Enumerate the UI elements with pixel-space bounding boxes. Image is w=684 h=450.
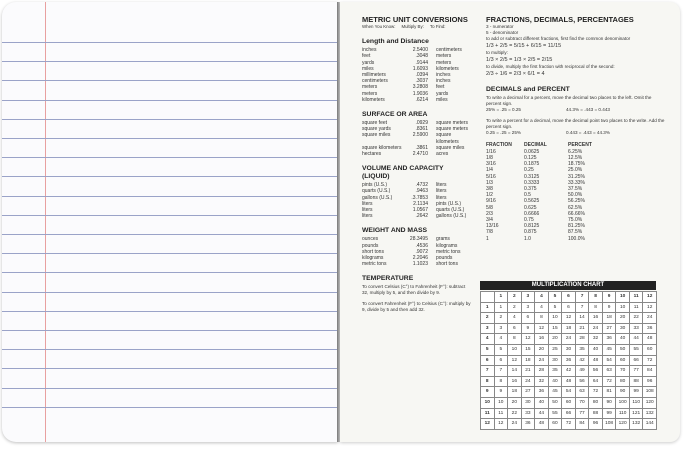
mult-cell: 8: [481, 377, 495, 388]
mult-cell: 48: [643, 334, 657, 345]
mult-cell: 9: [603, 292, 617, 303]
mult-cell: 4: [495, 334, 509, 345]
rule-line: [2, 42, 338, 43]
mult-cell: 64: [589, 377, 603, 388]
mult-cell: 9: [481, 387, 495, 398]
conversion-row: liters 1.0567 quarts (U.S.): [362, 207, 465, 214]
mult-cell: 1: [495, 303, 509, 314]
mult-cell: 8: [589, 292, 603, 303]
rule-line: [2, 157, 338, 158]
mult-cell: 1: [495, 292, 509, 303]
mult-cell: 108: [643, 387, 657, 398]
mult-cell: 90: [616, 387, 630, 398]
conversion-row: gallons (U.S.) .3.7853 liters: [362, 194, 447, 201]
mult-cell: 25: [549, 345, 563, 356]
metric-subheader: When You Know: Multiply By: To Find:: [362, 24, 446, 29]
mult-cell: 36: [643, 324, 657, 335]
mult-cell: 48: [589, 356, 603, 367]
mult-cell: 36: [562, 356, 576, 367]
fraction-row: 1/8 0.125 12.5%: [486, 155, 583, 162]
conversion-row: inches 2.5400 centimeters: [362, 47, 462, 54]
mult-cell: 110: [630, 398, 644, 409]
mult-cell: 24: [589, 324, 603, 335]
mult-cell: 5: [495, 345, 509, 356]
mult-cell: 100: [616, 398, 630, 409]
rule-line: [2, 176, 338, 177]
mult-cell: 24: [535, 356, 549, 367]
mult-cell: 9: [495, 387, 509, 398]
conversion-row: centimeters .3037 inches: [362, 78, 451, 85]
multiplication-title: MULTIPLICATION CHART: [480, 281, 656, 290]
mult-cell: 9: [603, 303, 617, 314]
mult-cell: 66: [562, 409, 576, 420]
mult-cell: 24: [522, 377, 536, 388]
mult-cell: 11: [630, 303, 644, 314]
conversion-row: feet .3048 meters: [362, 53, 452, 60]
mult-cell: [481, 292, 495, 303]
rule-line: [2, 292, 338, 293]
mult-cell: 2: [508, 303, 522, 314]
mult-cell: 27: [522, 387, 536, 398]
mult-cell: 24: [643, 313, 657, 324]
mult-cell: 24: [562, 334, 576, 345]
mult-cell: 3: [522, 303, 536, 314]
conversion-row: liters .2642 gallons (U.S.): [362, 213, 467, 220]
mult-cell: 12: [522, 334, 536, 345]
mult-cell: 35: [576, 345, 590, 356]
mult-cell: 30: [562, 345, 576, 356]
mult-cell: 60: [643, 345, 657, 356]
mult-cell: 3: [495, 324, 509, 335]
mult-cell: 42: [562, 366, 576, 377]
mult-cell: 40: [589, 345, 603, 356]
mult-cell: 18: [522, 356, 536, 367]
mult-cell: 63: [576, 387, 590, 398]
mult-cell: 15: [522, 345, 536, 356]
mult-cell: 14: [576, 313, 590, 324]
mult-cell: 8: [589, 303, 603, 314]
mult-cell: 15: [549, 324, 563, 335]
c-to-f: To convert Celsius (C°) to Fahrenheit (F°): subtract 32, multiply by 5, and then divide by 9.: [362, 284, 466, 296]
mult-cell: 12: [643, 303, 657, 314]
mult-cell: 9: [522, 324, 536, 335]
mult-cell: 11: [495, 409, 509, 420]
conversion-row: square yards .8361 square meters: [362, 126, 468, 133]
mult-cell: 72: [643, 356, 657, 367]
mult-cell: 42: [576, 356, 590, 367]
mult-cell: 70: [616, 366, 630, 377]
mult-cell: 1: [481, 303, 495, 314]
conversion-row: miles 1.6093 kilometers: [362, 65, 459, 72]
rule-line: [2, 272, 338, 273]
conversion-row: millimeters .0394 inches: [362, 72, 451, 79]
mult-cell: 18: [603, 313, 617, 324]
mult-cell: 120: [616, 419, 630, 430]
mult-cell: 8: [495, 377, 509, 388]
mult-cell: 35: [549, 366, 563, 377]
mult-cell: 6: [508, 324, 522, 335]
mult-cell: 72: [603, 377, 617, 388]
mult-cell: 96: [643, 377, 657, 388]
mult-cell: 55: [549, 409, 563, 420]
mult-cell: 6: [495, 356, 509, 367]
mult-cell: 2: [495, 313, 509, 324]
conversion-row: meters 1.9036 yards: [362, 90, 449, 97]
fraction-row: 7/8 0.875 87.5%: [486, 229, 583, 236]
mult-cell: 88: [589, 409, 603, 420]
mult-cell: 40: [616, 334, 630, 345]
mult-cell: 7: [495, 366, 509, 377]
rule-line: [2, 330, 338, 331]
mult-cell: 49: [576, 366, 590, 377]
conversion-row: ounces 28.3495 grams: [362, 236, 450, 243]
conversion-row: liters 2.1134 pints (U.S.): [362, 200, 462, 207]
mult-cell: 18: [508, 387, 522, 398]
fractions-title: FRACTIONS, DECIMALS, PERCENTAGES: [486, 15, 634, 24]
multiplication-chart: [480, 291, 657, 430]
mult-cell: 45: [549, 387, 563, 398]
mult-cell: 14: [508, 366, 522, 377]
mult-cell: 7: [576, 292, 590, 303]
mult-cell: 8: [508, 334, 522, 345]
section-title: WEIGHT AND MASS: [362, 227, 428, 235]
fraction-row: 1/4 0.25 25.0%: [486, 167, 583, 174]
mult-cell: 12: [508, 356, 522, 367]
rule-line: [2, 349, 338, 350]
mult-cell: 2: [481, 313, 495, 324]
reference-page: [340, 2, 680, 442]
conversion-row: pints (U.S.) .4732 liters: [362, 182, 447, 189]
mult-cell: 7: [481, 366, 495, 377]
mult-cell: 45: [603, 345, 617, 356]
mult-cell: 6: [562, 303, 576, 314]
mult-cell: 6: [522, 313, 536, 324]
mult-cell: 60: [562, 398, 576, 409]
mult-cell: 132: [630, 419, 644, 430]
mult-cell: 12: [535, 324, 549, 335]
mult-cell: 20: [616, 313, 630, 324]
mult-cell: 33: [522, 409, 536, 420]
conversion-row: square miles 2.5900 square kilometers: [362, 132, 459, 145]
mult-cell: 6: [481, 356, 495, 367]
mult-cell: 144: [643, 419, 657, 430]
mult-cell: 30: [549, 356, 563, 367]
mult-cell: 5: [549, 303, 563, 314]
conversion-row: kilometers .6214 miles: [362, 96, 448, 103]
fraction-row: 1/16 0.0625 6.25%: [486, 148, 583, 155]
mult-cell: 56: [589, 366, 603, 377]
mult-cell: 70: [576, 398, 590, 409]
f-to-c: To convert Fahrenheit (F°) to Celsius (C°): multiply by 9, divide by 5 and then add 32.: [362, 301, 471, 313]
mult-cell: 132: [643, 409, 657, 420]
mult-cell: 4: [508, 313, 522, 324]
mult-cell: 33: [630, 324, 644, 335]
mult-cell: 20: [535, 345, 549, 356]
mult-cell: 40: [535, 398, 549, 409]
mult-cell: 36: [603, 334, 617, 345]
mult-cell: 27: [603, 324, 617, 335]
mult-cell: 48: [562, 377, 576, 388]
mult-cell: 10: [481, 398, 495, 409]
mult-cell: 120: [643, 398, 657, 409]
mult-cell: 88: [630, 377, 644, 388]
mult-cell: 99: [630, 387, 644, 398]
mult-cell: 80: [616, 377, 630, 388]
conversion-row: kilograms 2.2046 pounds: [362, 255, 453, 262]
rule-line: [2, 119, 338, 120]
metric-conversions: [362, 16, 472, 313]
mult-cell: 6: [562, 292, 576, 303]
fraction-row: 1/2 0.5 50.0%: [486, 192, 583, 199]
mult-cell: 10: [508, 345, 522, 356]
conversion-row: metric tons 1.1023 short tons: [362, 261, 458, 268]
mult-cell: 22: [630, 313, 644, 324]
mult-cell: 44: [535, 409, 549, 420]
mult-cell: 110: [616, 409, 630, 420]
mult-cell: 50: [549, 398, 563, 409]
mult-cell: 4: [535, 292, 549, 303]
fraction-row: 5/16 0.3125 31.25%: [486, 173, 585, 180]
mult-cell: 80: [589, 398, 603, 409]
mult-cell: 48: [535, 419, 549, 430]
mult-cell: 32: [589, 334, 603, 345]
mult-cell: 24: [508, 419, 522, 430]
fraction-table: FRACTION DECIMAL PERCENT 1/16 0.0625 6.25% 1/8 0.125 12.5% 3/16 0.1875 18.75% 1/4 0.25 25.0% 5/16 0.3125 31.25% 1/3 0.3333 33.33% 3/8 0.375 37.5% 1/2 0.5 50.0% 9/16 0.5625 56.25% 5/8 0.625 62.5% 2/3 0.6666 66.66% 3/4 0.75 75.0% 13/16 0.8125 81.25% 7/8 0.875 87.5% 1 1.0 100.0%: [486, 142, 666, 242]
fraction-row: 1/3 0.3333 33.33%: [486, 179, 585, 186]
mult-cell: 10: [616, 292, 630, 303]
conversion-row: quarts (U.S.) .9463 liters: [362, 188, 447, 195]
rule-line: [2, 100, 338, 101]
mult-cell: 10: [495, 398, 509, 409]
mult-cell: 30: [522, 398, 536, 409]
mult-cell: 63: [603, 366, 617, 377]
mult-cell: 54: [562, 387, 576, 398]
mult-cell: 18: [562, 324, 576, 335]
mult-cell: 84: [576, 419, 590, 430]
mult-cell: 60: [616, 356, 630, 367]
fraction-row: 5/8 0.625 62.5%: [486, 204, 583, 211]
section-title: Length and Distance: [362, 38, 429, 46]
fraction-row: 13/16 0.8125 81.25%: [486, 223, 585, 230]
margin-line: [45, 2, 46, 442]
fraction-row: 3/8 0.375 37.5%: [486, 186, 583, 193]
rule-line: [2, 388, 338, 389]
mult-cell: 20: [508, 398, 522, 409]
mult-cell: 28: [576, 334, 590, 345]
conversion-row: pounds .4536 kilograms: [362, 242, 458, 249]
mult-cell: 96: [589, 419, 603, 430]
mult-cell: 121: [630, 409, 644, 420]
conversion-row: yards .9144 meters: [362, 59, 452, 66]
lined-page: [2, 2, 338, 442]
mult-cell: 56: [576, 377, 590, 388]
mult-cell: 2: [508, 292, 522, 303]
mult-cell: 12: [495, 419, 509, 430]
mult-cell: 108: [603, 419, 617, 430]
mult-cell: 16: [535, 334, 549, 345]
mult-cell: 77: [630, 366, 644, 377]
mult-cell: 72: [589, 387, 603, 398]
mult-cell: 54: [603, 356, 617, 367]
fraction-row: 3/4 0.75 75.0%: [486, 217, 583, 224]
mult-cell: 3: [481, 324, 495, 335]
metric-title: METRIC UNIT CONVERSIONS: [362, 15, 468, 24]
conversion-row: square feet .0929 square meters: [362, 120, 468, 127]
mult-cell: 10: [616, 303, 630, 314]
mult-cell: 16: [508, 377, 522, 388]
fraction-row: 9/16 0.5625 56.25%: [486, 198, 585, 205]
section-title: VOLUME AND CAPACITY (LIQUID): [362, 165, 444, 181]
mult-cell: 44: [630, 334, 644, 345]
mult-cell: 20: [549, 334, 563, 345]
conversion-row: short tons .9072 metric tons: [362, 248, 461, 255]
mult-cell: 36: [535, 387, 549, 398]
mult-cell: 21: [522, 366, 536, 377]
rule-line: [2, 196, 338, 197]
mult-cell: 81: [603, 387, 617, 398]
rule-line: [2, 234, 338, 235]
conversion-row: meters 3.2808 feet: [362, 84, 445, 91]
rule-line: [2, 368, 338, 369]
mult-cell: 12: [562, 313, 576, 324]
mult-cell: 10: [549, 313, 563, 324]
mult-cell: 36: [522, 419, 536, 430]
mult-cell: 5: [549, 292, 563, 303]
mult-cell: 4: [535, 303, 549, 314]
mult-cell: 12: [481, 419, 495, 430]
rule-line: [2, 407, 338, 408]
conversion-row: square kilometers .3861 square miles: [362, 144, 465, 151]
mult-cell: 99: [603, 409, 617, 420]
temperature-title: TEMPERATURE: [362, 275, 414, 283]
mult-cell: 32: [535, 377, 549, 388]
mult-cell: 22: [508, 409, 522, 420]
conversion-row: hectares 2.4710 acres: [362, 151, 449, 158]
mult-cell: 4: [481, 334, 495, 345]
mult-cell: 5: [481, 345, 495, 356]
rule-line: [2, 138, 338, 139]
mult-cell: 50: [616, 345, 630, 356]
mult-cell: 7: [576, 303, 590, 314]
section-title: SURFACE OR AREA: [362, 111, 428, 119]
mult-cell: 11: [481, 409, 495, 420]
rule-line: [2, 311, 338, 312]
mult-cell: 84: [643, 366, 657, 377]
mult-cell: 40: [549, 377, 563, 388]
mult-cell: 21: [576, 324, 590, 335]
mult-cell: 11: [630, 292, 644, 303]
mult-cell: 12: [643, 292, 657, 303]
fraction-row: 3/16 0.1875 18.75%: [486, 161, 585, 168]
fraction-row: 1 1.0 100.0%: [486, 235, 585, 242]
mult-cell: 8: [535, 313, 549, 324]
decimals-title: DECIMALS and PERCENT: [486, 85, 570, 93]
mult-cell: 28: [535, 366, 549, 377]
mult-cell: 90: [603, 398, 617, 409]
rule-line: [2, 253, 338, 254]
mult-cell: 60: [549, 419, 563, 430]
mult-cell: 72: [562, 419, 576, 430]
mult-cell: 30: [616, 324, 630, 335]
rule-line: [2, 61, 338, 62]
fraction-row: 2/3 0.6666 66.66%: [486, 210, 585, 217]
rule-line: [2, 215, 338, 216]
mult-cell: 16: [589, 313, 603, 324]
mult-cell: 55: [630, 345, 644, 356]
mult-cell: 77: [576, 409, 590, 420]
fractions-section: FRACTIONS, DECIMALS, PERCENTAGES 3 - numerator 5 - denominator to add or subtract different fractions, first find the common denominator 1/3 + 2/5 = 5/15 + 6/15 = 11/15 to multiply: 1/3 × 2/5 = 1/3 × 2/5 = 2/15 to divide, multiply the first fraction with reciprocal of the second: 2/3 ÷ 1/6 = 2/3 × 6/1 = 4 DECIMALS and PERCENT To write a decimal for a percent, move the decimal two places to the left. Omit the percent sign. 25% = .25 = 0.25 44.3% = .443 = 0.443 To write a percent for a decimal, move the decimal point two places to the write. Add the percent sign. 0.25 = .25 = 25% 0.443 = .443 = 44.3% FRACTION DECIMAL PERCENT 1/16 0.0625 6.25% 1/8 0.125 12.5% 3/16 0.1875 18.75% 1/4 0.25 25.0% 5/16 0.3125 31.25% 1/3 0.3333 33.33% 3/8 0.375 37.5% 1/2 0.5 50.0% 9/16 0.5625 56.25% 5/8 0.625 62.5% 2/3 0.6666 66.66% 3/4 0.75 75.0% 13/16 0.8125 81.25% 7/8 0.875 87.5% 1 1.0 100.0%: [486, 15, 665, 242]
rule-line: [2, 80, 338, 81]
mult-cell: 66: [630, 356, 644, 367]
mult-cell: 3: [522, 292, 536, 303]
